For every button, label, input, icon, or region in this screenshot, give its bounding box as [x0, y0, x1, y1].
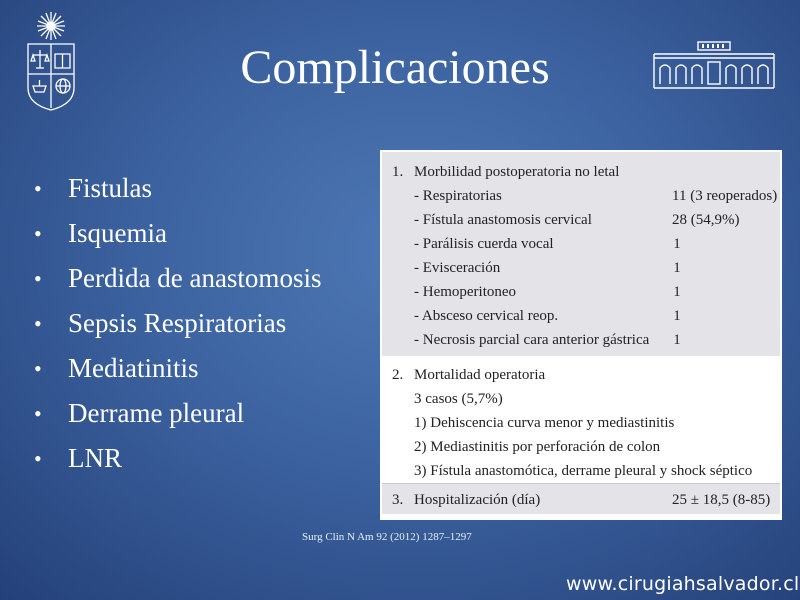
- table-row: [382, 412, 780, 436]
- table-row: [382, 257, 780, 281]
- row-label: - Fístula anastomosis cervical: [414, 212, 592, 228]
- section-heading: Mortalidad operatoria: [414, 367, 546, 383]
- table-row: [382, 209, 780, 233]
- bullet-list: [34, 166, 321, 481]
- university-seal-icon: [20, 8, 82, 112]
- table-row: [382, 329, 780, 353]
- row-label: - Absceso cervical reop.: [414, 308, 559, 324]
- section-heading-row: [382, 161, 780, 185]
- bullet-icon: •: [34, 356, 42, 381]
- row-label: - Parálisis cuerda vocal: [414, 236, 554, 252]
- section-number: 2.: [392, 367, 404, 383]
- row-value: 11 (3 reoperados): [672, 188, 778, 204]
- section-number: 3.: [392, 492, 404, 508]
- table-row: [382, 185, 780, 209]
- row-text: 3 casos (5,7%): [414, 391, 503, 407]
- bullet-item: [34, 391, 321, 436]
- section-heading-row: [382, 364, 780, 388]
- slide-title: Complicaciones: [240, 41, 550, 94]
- table-row: [382, 460, 780, 484]
- complications-table: [380, 150, 782, 520]
- section-heading: Hospitalización (día): [414, 492, 541, 508]
- table-row: [382, 489, 780, 513]
- bullet-item: [34, 346, 321, 391]
- row-value: 1: [673, 284, 681, 300]
- section-heading: Morbilidad postoperatoria no letal: [414, 164, 620, 180]
- row-value: 1: [673, 236, 681, 252]
- bullet-text: Fistulas: [68, 173, 153, 203]
- bullet-text: Derrame pleural: [68, 398, 245, 428]
- row-value: 1: [673, 332, 681, 348]
- bullet-icon: •: [34, 446, 42, 471]
- row-value: 1: [673, 260, 681, 276]
- table-row: [382, 305, 780, 329]
- bullet-icon: •: [34, 401, 42, 426]
- mortality-section: [382, 356, 780, 484]
- row-label: - Respiratorias: [414, 188, 502, 204]
- row-value: 28 (54,9%): [672, 212, 740, 228]
- bullet-item: [34, 166, 321, 211]
- bullet-icon: •: [34, 311, 42, 336]
- bullet-item: [34, 256, 321, 301]
- row-label: - Necrosis parcial cara anterior gástrica: [414, 332, 650, 348]
- row-text: 2) Mediastinitis por perforación de colon: [414, 439, 661, 455]
- bullet-icon: •: [34, 221, 42, 246]
- table-row: [382, 281, 780, 305]
- citation: Surg Clin N Am 92 (2012) 1287–1297: [302, 531, 472, 543]
- bullet-text: LNR: [68, 443, 122, 473]
- bullet-item: [34, 436, 321, 481]
- table-row: [382, 233, 780, 257]
- row-text: 1) Dehiscencia curva menor y mediastinitis: [414, 415, 675, 431]
- row-text: 3) Fístula anastomótica, derrame pleural y shock séptico: [414, 463, 753, 479]
- table-row: [382, 436, 780, 460]
- row-value: 1: [673, 308, 681, 324]
- bullet-item: [34, 301, 321, 346]
- row-label: - Evisceración: [414, 260, 501, 276]
- bullet-text: Isquemia: [68, 218, 167, 248]
- bullet-icon: •: [34, 176, 42, 201]
- bullet-item: [34, 211, 321, 256]
- bullet-text: Perdida de anastomosis: [68, 263, 322, 293]
- bullet-icon: •: [34, 266, 42, 291]
- bullet-text: Mediatinitis: [68, 353, 199, 383]
- morbidity-section: [382, 152, 780, 356]
- bullet-text: Sepsis Respiratorias: [68, 308, 287, 338]
- row-label: - Hemoperitoneo: [414, 284, 517, 300]
- row-value: 25 ± 18,5 (8-85): [672, 492, 771, 508]
- section-number: 1.: [392, 164, 404, 180]
- table-row: [382, 388, 780, 412]
- hospitalization-section: [382, 484, 780, 514]
- website-url: www.cirugiahsalvador.cl: [566, 573, 800, 595]
- hospital-building-icon: [652, 40, 776, 92]
